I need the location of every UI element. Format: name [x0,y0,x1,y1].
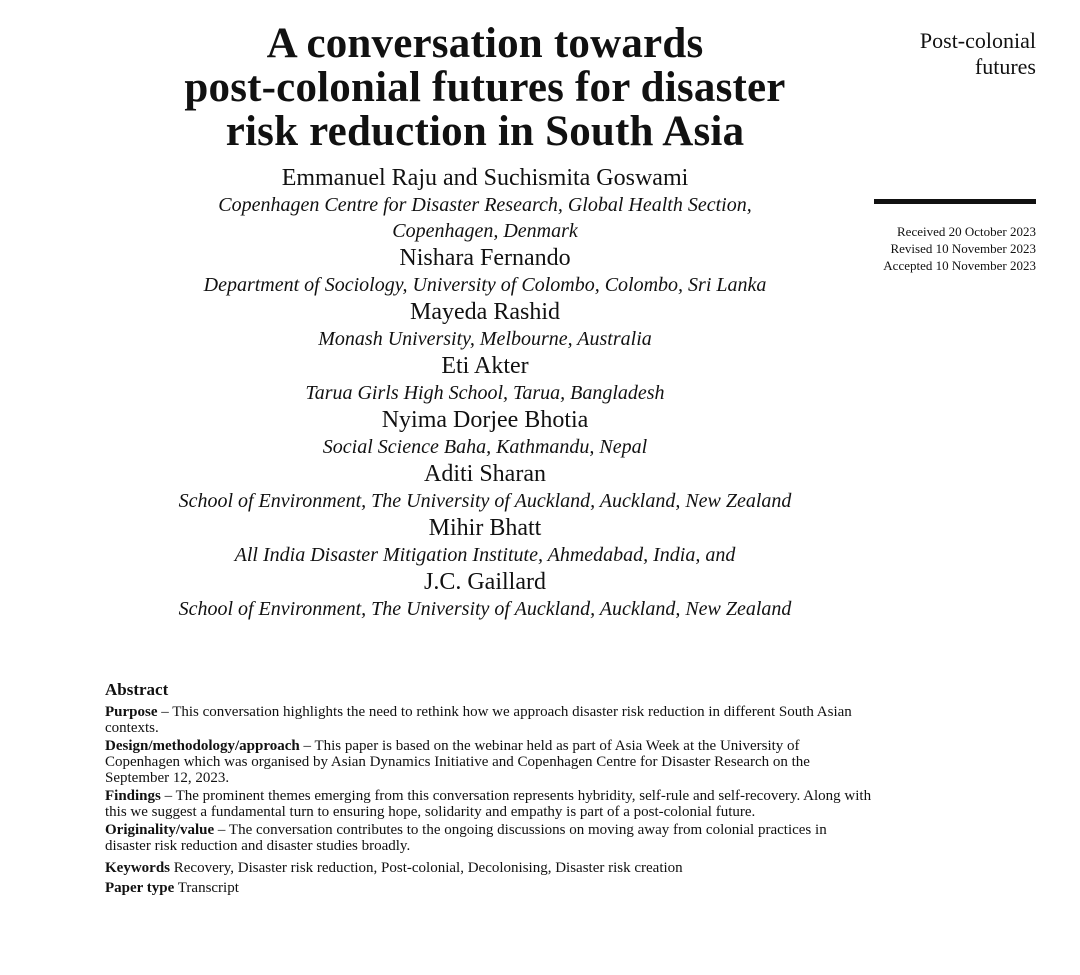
author-block [100,244,870,298]
running-title-line: Post-colonial [919,28,1036,53]
author-name: Mayeda Rashid [410,299,560,325]
revised-date: Revised 10 November 2023 [890,241,1036,256]
abstract-originality [105,822,873,854]
author-block [100,352,870,406]
section-text: – This paper is based on the webinar held as part of Asia Week at the University of Copenhagen which was organised by Asian Dynamics Initiative and Copenhagen Centre for Disaster Research on the September 12, 2023. [105,738,810,786]
author-block [100,164,870,244]
author-list [100,164,870,622]
author-block [100,514,870,568]
paper-type [105,880,873,896]
section-label: Findings [105,788,161,804]
author-name: J.C. Gaillard [424,569,546,595]
author-name: Aditi Sharan [424,461,546,487]
abstract-findings [105,788,873,820]
paper-type-text: Transcript [174,880,239,896]
keywords-text: Recovery, Disaster risk reduction, Post-colonial, Decolonising, Disaster risk creation [170,860,683,876]
author-affiliation: Social Science Baha, Kathmandu, Nepal [322,436,648,458]
section-label: Originality/value [105,822,215,838]
running-title [866,28,1036,80]
abstract-design [105,738,873,786]
author-affiliation: Copenhagen, Denmark [392,220,578,242]
author-block [100,568,870,622]
rule-divider [874,199,1036,204]
section-text: – This conversation highlights the need to rethink how we approach disaster risk reduction in different South Asian contexts. [105,704,852,736]
abstract-heading: Abstract [105,680,169,699]
section-label: Design/methodology/approach [105,738,300,754]
article-title [100,22,870,154]
author-block [100,460,870,514]
author-name: Mihir Bhatt [428,515,542,541]
author-affiliation: Department of Sociology, University of Colombo, Colombo, Sri Lanka [203,274,767,296]
author-affiliation: School of Environment, The University of Auckland, Auckland, New Zealand [178,490,792,512]
abstract-section [105,682,873,896]
section-label: Purpose [105,704,158,720]
margin-rail [866,28,1036,274]
title-line: A conversation towards [266,20,704,67]
section-text: – The prominent themes emerging from this conversation represents hybridity, self-rule and self-recovery. Along with this we suggest a fundamental turn to ensuring hope, solidarity and empathy is part of a post-colonial future. [105,788,872,820]
running-title-line: futures [974,54,1036,79]
author-name: Nishara Fernando [399,245,571,271]
author-affiliation: All India Disaster Mitigation Institute, Ahmedabad, India, and [234,544,736,566]
author-name: Eti Akter [441,353,529,379]
title-line: risk reduction in South Asia [225,108,745,155]
title-line: post-colonial futures for disaster [184,64,786,111]
accepted-date: Accepted 10 November 2023 [883,258,1036,273]
article-header [100,22,870,622]
received-date: Received 20 October 2023 [897,224,1036,239]
paper-type-label: Paper type [105,880,175,896]
author-affiliation: Tarua Girls High School, Tarua, Bangladesh [305,382,665,404]
author-affiliation: Copenhagen Centre for Disaster Research, Global Health Section, [218,194,752,216]
section-text: – The conversation contributes to the ongoing discussions on moving away from colonial practices in disaster risk reduction and disaster studies broadly. [105,822,827,854]
author-block [100,406,870,460]
publication-dates [866,223,1036,274]
keywords-label: Keywords [105,860,170,876]
author-affiliation: Monash University, Melbourne, Australia [318,328,652,350]
author-affiliation: School of Environment, The University of Auckland, Auckland, New Zealand [178,598,792,620]
author-name: Nyima Dorjee Bhotia [381,407,589,433]
author-name: Emmanuel Raju and Suchismita Goswami [281,165,689,191]
abstract-purpose [105,704,873,736]
keywords [105,860,873,876]
author-block [100,298,870,352]
